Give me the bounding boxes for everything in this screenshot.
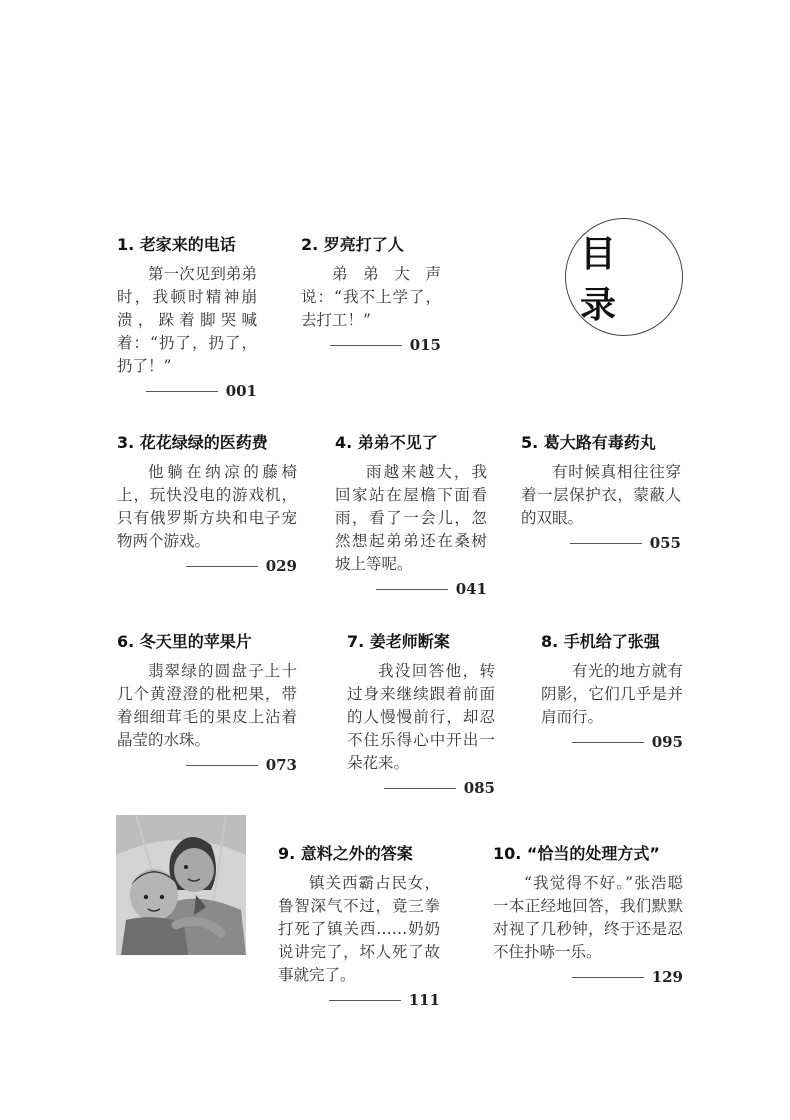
entry-title: 7. 姜老师断案: [347, 632, 450, 651]
page-number: 015: [409, 336, 441, 354]
entry-page-ref: [301, 336, 441, 354]
entry-excerpt: 他躺在纳凉的藤椅上，玩快没电的游戏机，只有俄罗斯方块和电子宠物两个游戏。: [117, 463, 297, 550]
leader-line: [570, 543, 642, 544]
leader-line: [146, 391, 218, 392]
entry-page-ref: [117, 756, 297, 774]
entry-title: 3. 花花绿绿的医药费: [117, 433, 268, 452]
page-number: 073: [265, 756, 297, 774]
toc-entry-4[interactable]: [335, 430, 487, 598]
entry-excerpt: “我觉得不好。”张浩聪一本正经地回答，我们默默对视了几秒钟，终于还是忍不住扑哧一乐。: [493, 874, 683, 961]
entry-page-ref: [117, 382, 257, 400]
entry-page-ref: [335, 580, 487, 598]
entry-page-ref: [493, 968, 683, 986]
toc-entry-5[interactable]: [521, 430, 681, 552]
leader-line: [330, 345, 402, 346]
toc-entry-1[interactable]: [117, 232, 257, 400]
toc-title-circle: [565, 218, 683, 336]
entry-title: 5. 葛大路有毒药丸: [521, 433, 656, 452]
page-number: 055: [649, 534, 681, 552]
toc-entry-3[interactable]: [117, 430, 297, 575]
entry-excerpt: 弟弟大声说：“我不上学了，去打工！”: [301, 265, 441, 329]
leader-line: [572, 977, 644, 978]
entry-title: 4. 弟弟不见了: [335, 433, 438, 452]
toc-entry-8[interactable]: [541, 629, 683, 751]
toc-entry-6[interactable]: [117, 629, 297, 774]
entry-excerpt: 有光的地方就有阴影，它们几乎是并肩而行。: [541, 662, 683, 726]
entry-excerpt: 雨越来越大，我回家站在屋檐下面看雨，看了一会儿，忽然想起弟弟还在桑树坡上等呢。: [335, 463, 487, 573]
entry-title: 6. 冬天里的苹果片: [117, 632, 252, 651]
page-title: 目 录: [580, 234, 631, 326]
page-number: 041: [455, 580, 487, 598]
entry-title: 9. 意料之外的答案: [278, 844, 413, 863]
entry-excerpt: 有时候真相往往穿着一层保护衣，蒙蔽人的双眼。: [521, 463, 681, 527]
entry-title: 1. 老家来的电话: [117, 235, 236, 254]
leader-line: [329, 1000, 401, 1001]
entry-excerpt: 翡翠绿的圆盘子上十几个黄澄澄的枇杷果，带着细细茸毛的果皮上沾着晶莹的水珠。: [117, 662, 297, 749]
leader-line: [384, 788, 456, 789]
entry-page-ref: [541, 733, 683, 751]
entry-title: 8. 手机给了张强: [541, 632, 660, 651]
entry-title: 10. “恰当的处理方式”: [493, 844, 660, 863]
leader-line: [186, 566, 258, 567]
page-number: 111: [408, 991, 440, 1009]
entry-page-ref: [278, 991, 440, 1009]
toc-entry-10[interactable]: [493, 841, 683, 986]
entry-excerpt: 第一次见到弟弟时，我顿时精神崩溃，跺着脚哭喊着：“扔了，扔了，扔了！”: [117, 265, 257, 375]
page-number: 085: [463, 779, 495, 797]
entry-excerpt: 我没回答他，转过身来继续跟着前面的人慢慢前行，却忍不住乐得心中开出一朵花来。: [347, 662, 495, 772]
page-number: 001: [225, 382, 257, 400]
entry-page-ref: [347, 779, 495, 797]
entry-title: 2. 罗亮打了人: [301, 235, 404, 254]
leader-line: [186, 765, 258, 766]
illustration-children-image: [116, 815, 246, 955]
page-number: 129: [651, 968, 683, 986]
entry-page-ref: [521, 534, 681, 552]
toc-entry-2[interactable]: [301, 232, 441, 354]
page-number: 029: [265, 557, 297, 575]
leader-line: [376, 589, 448, 590]
entry-excerpt: 镇关西霸占民女，鲁智深气不过，竟三拳打死了镇关西……奶奶说讲完了，坏人死了故事就完了。: [278, 874, 440, 984]
toc-entry-7[interactable]: [347, 629, 495, 797]
entry-page-ref: [117, 557, 297, 575]
toc-entry-9[interactable]: [278, 841, 440, 1009]
page-number: 095: [651, 733, 683, 751]
leader-line: [572, 742, 644, 743]
